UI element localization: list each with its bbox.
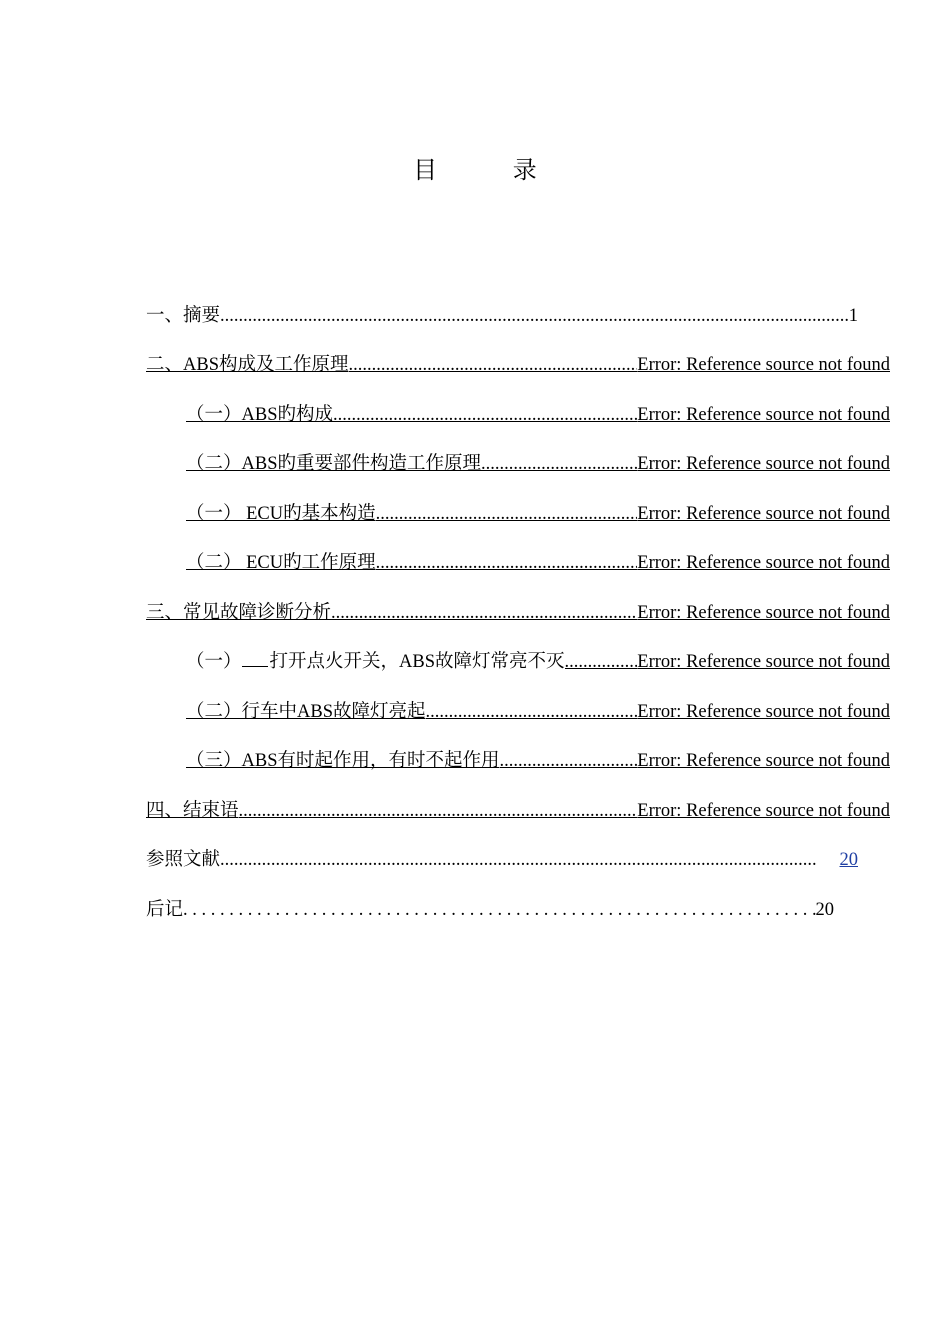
toc-entry-label: 三、常见故障诊断分析 [146,603,332,623]
toc-entry-fault-diagnosis[interactable] [146,600,890,626]
toc-leader-dots [220,303,849,329]
toc-leader-dots [565,649,638,675]
toc-entry-references[interactable] [146,847,858,873]
toc-entry-driving-fault[interactable] [186,699,890,725]
toc-leader-dots [481,451,637,477]
toc-entry-page: Error: Reference source not found [637,454,890,474]
toc-entry-page: Error: Reference source not found [637,405,890,425]
toc-entry-intermittent-fault[interactable] [186,748,890,774]
toc-entry-ecu-principle[interactable] [186,550,890,576]
toc-entry-page: Error: Reference source not found [637,702,890,722]
toc-entry-ignition-fault[interactable] [186,649,890,675]
toc-leader-dots [376,501,638,527]
toc-leader-dots [426,699,638,725]
toc-entry-label: （二）ABS旳重要部件构造工作原理 [186,454,481,474]
toc-entry-label: （一）ABS旳构成 [186,405,333,425]
toc-entry-page: 20 [839,850,858,870]
page-title: 目 录 [413,156,571,184]
toc-leader-dots [220,847,815,873]
toc-entry-label: 一、摘要 [146,306,221,326]
toc-entry-page: 20 [815,900,834,920]
toc-leader-dots [331,600,637,626]
toc-leader-dots [500,748,638,774]
toc-entry-label: （一） ECU旳基本构造 [186,504,376,524]
toc-entry-page: 1 [848,306,858,326]
toc-leader-dots [333,402,637,428]
toc-entry-label: （二） ECU旳工作原理 [186,553,376,573]
toc-entry-label: 二、ABS构成及工作原理 [146,355,349,375]
toc-entry-abstract[interactable] [146,303,858,329]
toc-entry-label: 后记 [146,900,184,920]
toc-entry-prefix: （一） [186,652,242,672]
toc-entry-page: Error: Reference source not found [637,751,890,771]
toc-entry-label: 四、结束语 [146,801,239,821]
toc-entry-page: Error: Reference source not found [637,553,890,573]
toc-entry-ecu-structure[interactable] [186,501,890,527]
blank-underline [242,650,268,667]
toc-entry-abs-components[interactable] [186,451,890,477]
toc-leader-dots [239,798,638,824]
toc-entry-label: （三）ABS有时起作用，有时不起作用 [186,751,500,771]
toc-entry-page: Error: Reference source not found [637,603,890,623]
toc-leader-dots [349,352,638,378]
toc-entry-text: 打开点火开关，ABS故障灯常亮不灭 [269,652,565,672]
toc-entry-page: Error: Reference source not found [637,801,890,821]
toc-entry-page: Error: Reference source not found [637,504,890,524]
toc-entry-postscript[interactable] [146,897,834,923]
toc-entry-abs-composition[interactable] [186,402,890,428]
toc-entry-label: 参照文献 [146,850,221,870]
toc-entry-label [186,649,565,675]
toc-leader-dots [183,897,815,923]
toc-leader-dots [376,550,638,576]
toc-entry-abs-structure[interactable] [146,352,890,378]
toc-entry-label: （二）行车中ABS故障灯亮起 [186,702,426,722]
toc-entry-page: Error: Reference source not found [637,652,890,672]
toc-entry-page: Error: Reference source not found [637,355,890,375]
toc-entry-conclusion[interactable] [146,798,890,824]
